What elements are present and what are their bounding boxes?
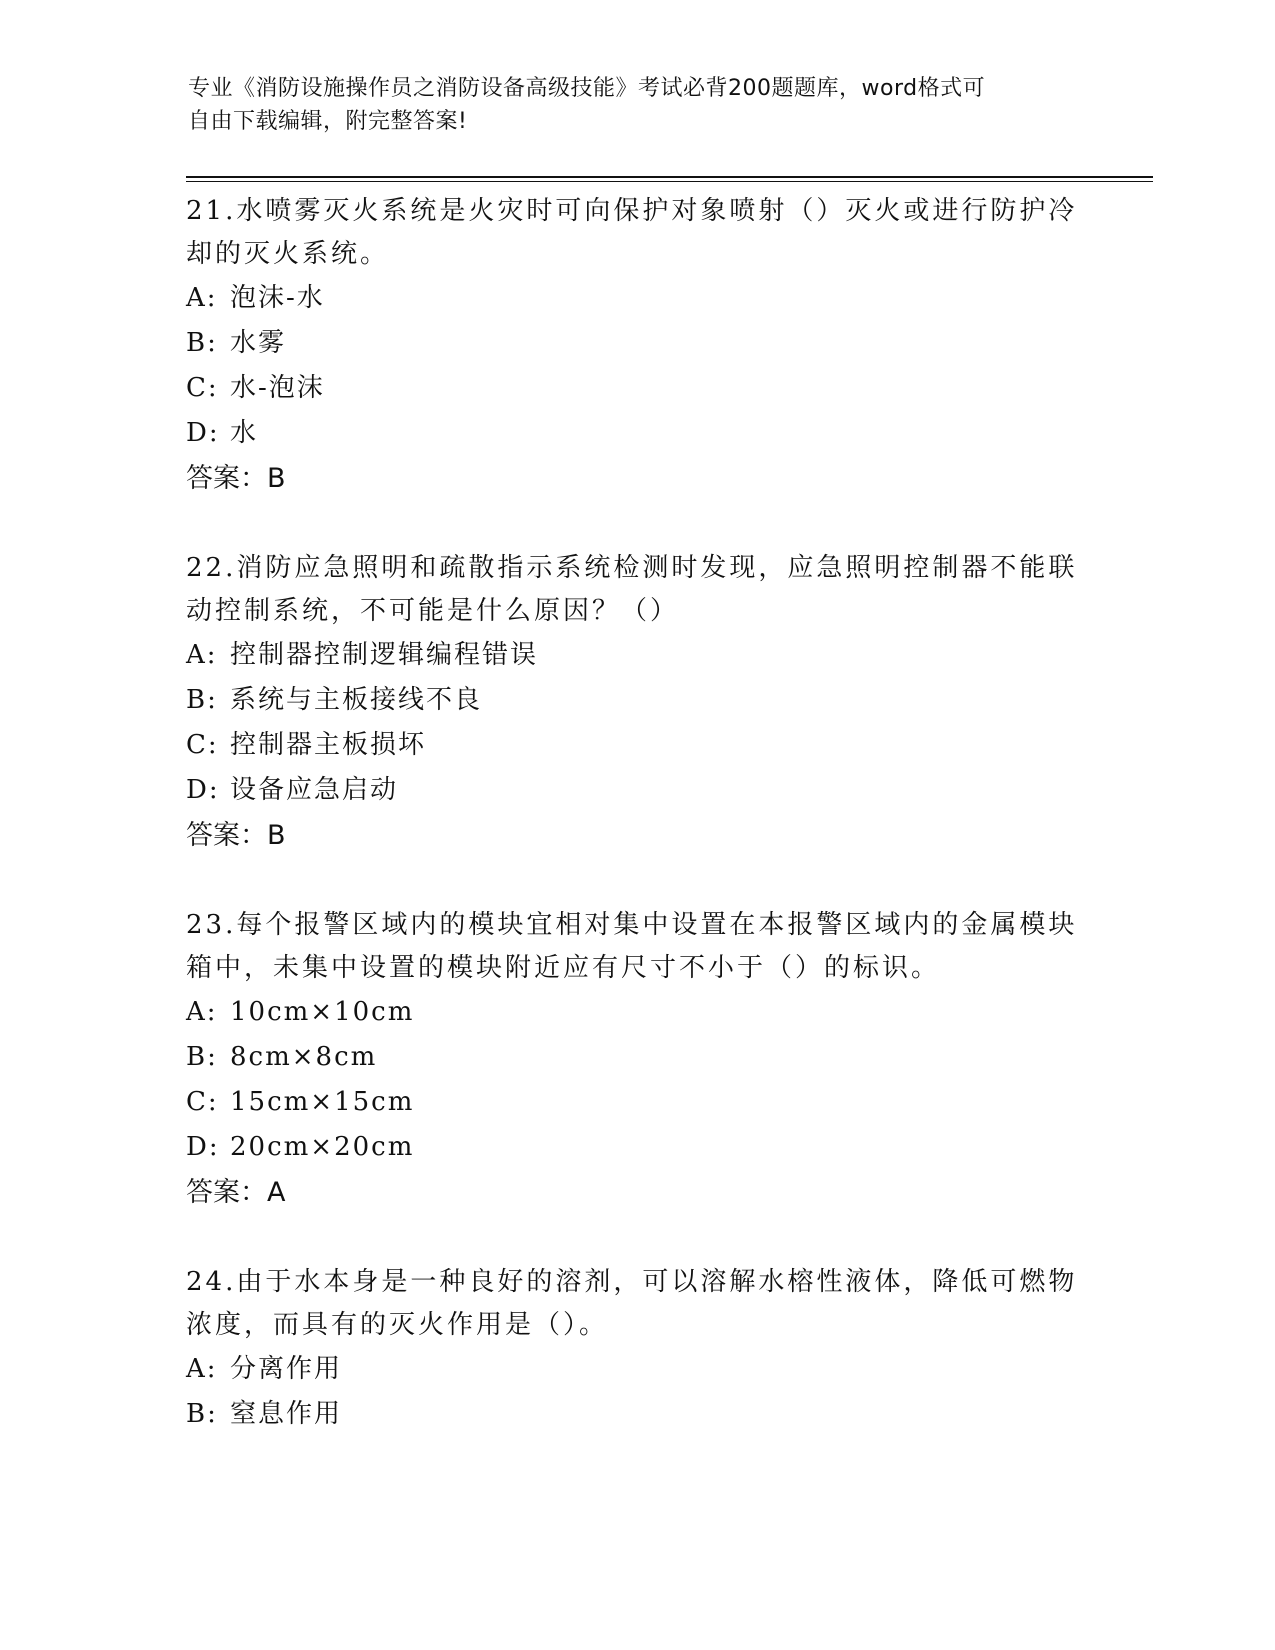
question-22 bbox=[186, 547, 1086, 859]
option-key: A: bbox=[186, 997, 218, 1027]
option-key: C: bbox=[186, 730, 219, 760]
option-text: 分离作用 bbox=[230, 1354, 343, 1384]
option-text: 10cm×10cm bbox=[230, 997, 415, 1027]
option-text: 控制器控制逻辑编程错误 bbox=[230, 640, 539, 670]
question-list bbox=[186, 190, 1086, 1482]
question-text bbox=[186, 904, 1086, 990]
option-key: D: bbox=[186, 775, 220, 805]
answer: 答案：B bbox=[186, 820, 286, 851]
option-b bbox=[186, 1392, 1086, 1437]
question-text-line: 却的灭火系统。 bbox=[186, 239, 390, 269]
option-key: B: bbox=[186, 1042, 218, 1072]
option-text: 8cm×8cm bbox=[230, 1042, 378, 1072]
option-key: C: bbox=[186, 1087, 219, 1117]
option-c bbox=[186, 1080, 1086, 1125]
option-d bbox=[186, 768, 1086, 813]
question-text bbox=[186, 547, 1086, 633]
question-23 bbox=[186, 904, 1086, 1216]
header-divider-thick bbox=[186, 176, 1153, 178]
option-b bbox=[186, 1035, 1086, 1080]
header-line-1: 专业《消防设施操作员之消防设备高级技能》考试必背200题题库，word格式可 bbox=[188, 76, 986, 101]
option-text: 水-泡沫 bbox=[230, 373, 325, 403]
header-line-2: 自由下载编辑，附完整答案! bbox=[188, 109, 468, 134]
option-a bbox=[186, 990, 1086, 1035]
option-a bbox=[186, 1347, 1086, 1392]
option-text: 窒息作用 bbox=[230, 1399, 343, 1429]
question-text-line: 箱中，未集中设置的模块附近应有尺寸不小于（）的标识。 bbox=[186, 953, 941, 983]
option-text: 控制器主板损坏 bbox=[230, 730, 427, 760]
question-text bbox=[186, 1261, 1086, 1347]
option-text: 设备应急启动 bbox=[230, 775, 399, 805]
question-text-line: 浓度，而具有的灭火作用是（）。 bbox=[186, 1310, 609, 1340]
option-key: A: bbox=[186, 640, 218, 670]
answer: 答案：A bbox=[186, 1177, 286, 1208]
option-c bbox=[186, 366, 1086, 411]
option-a bbox=[186, 633, 1086, 678]
question-text-line: 动控制系统，不可能是什么原因？（） bbox=[186, 596, 680, 626]
option-text: 水 bbox=[230, 418, 259, 448]
option-key: D: bbox=[186, 418, 220, 448]
option-d bbox=[186, 1125, 1086, 1170]
question-21 bbox=[186, 190, 1086, 502]
option-a bbox=[186, 276, 1086, 321]
option-key: C: bbox=[186, 373, 219, 403]
option-d bbox=[186, 411, 1086, 456]
option-text: 水雾 bbox=[230, 328, 287, 358]
option-c bbox=[186, 723, 1086, 768]
option-text: 15cm×15cm bbox=[230, 1087, 415, 1117]
answer: 答案：B bbox=[186, 463, 286, 494]
option-key: B: bbox=[186, 328, 218, 358]
option-b bbox=[186, 678, 1086, 723]
option-key: D: bbox=[186, 1132, 220, 1162]
question-text-line: 22.消防应急照明和疏散指示系统检测时发现，应急照明控制器不能联 bbox=[186, 553, 1078, 583]
question-text-line: 24.由于水本身是一种良好的溶剂，可以溶解水榕性液体，降低可燃物 bbox=[186, 1267, 1078, 1297]
option-text: 系统与主板接线不良 bbox=[230, 685, 483, 715]
option-key: A: bbox=[186, 283, 218, 313]
question-text-line: 21.水喷雾灭火系统是火灾时可向保护对象喷射（）灭火或进行防护冷 bbox=[186, 196, 1078, 226]
question-text-line: 23.每个报警区域内的模块宜相对集中设置在本报警区域内的金属模块 bbox=[186, 910, 1078, 940]
option-text: 20cm×20cm bbox=[230, 1132, 415, 1162]
option-key: B: bbox=[186, 1399, 218, 1429]
option-key: A: bbox=[186, 1354, 218, 1384]
question-24 bbox=[186, 1261, 1086, 1437]
option-b bbox=[186, 321, 1086, 366]
option-text: 泡沫-水 bbox=[230, 283, 325, 313]
header-divider-thin bbox=[186, 181, 1153, 182]
document-header bbox=[188, 72, 1088, 138]
question-text bbox=[186, 190, 1086, 276]
option-key: B: bbox=[186, 685, 218, 715]
